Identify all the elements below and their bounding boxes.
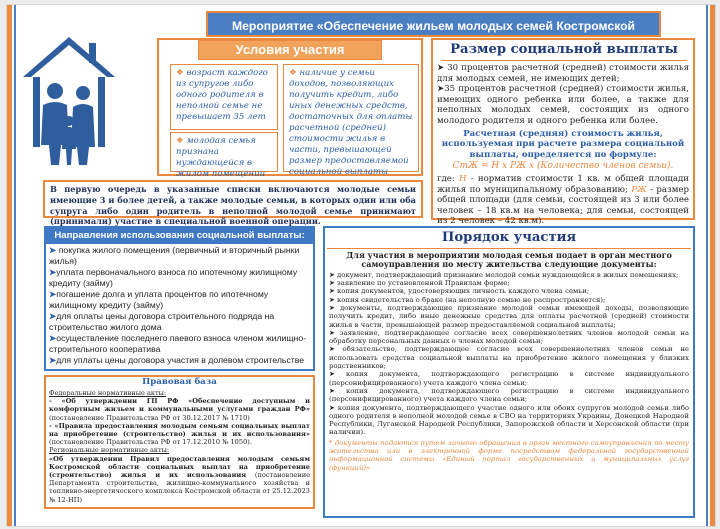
check-icon: ❖ <box>176 68 184 78</box>
list-item: ➤ документы, подтверждающие признание молодой семьи имеющей доходы, позволяющие получить кредит, либо иные денежные средства для оплаты расчетной (средней) стоимости жилья в части, превышающей размер предоставляемой социальной выплаты; <box>329 304 689 329</box>
family-house-icon <box>19 25 119 175</box>
right-stripe <box>710 5 715 526</box>
list-item: ➤ заявление по установленной Правилам форме; <box>329 279 510 288</box>
left-stripe-blue <box>14 5 16 526</box>
formula-legend: где: Н - норматив стоимости 1 кв. м общей площади жилья по муниципальному образованию; РЖ - размер общей площади (для семьи, состоящей из 3 или более человек – 18 кв.м на человека; для семьи, состоящей из 2 человек – 42 кв.м). <box>437 173 690 227</box>
procedure-note: * документы подаются путем личного обращения в орган местного самоуправления по месту жительства или в электронной форме посредством федеральной государственной информационной системы «Единый портал государственных и муниципальных услуг (функций)» <box>329 438 689 472</box>
regional-label: Региональные нормативные акты: <box>49 446 170 455</box>
payment-item: ➤35 процентов расчетной (средней) стоимости жилья, имеющих одного ребенка или более, а также для неполных молодых семей, состоящих из одного молодого родителя и одного ребенка или более. <box>437 84 689 126</box>
infographic-page <box>6 4 716 527</box>
directions-list <box>49 245 309 366</box>
federal-label: Федеральные нормативные акты: <box>49 389 167 397</box>
legal-body <box>49 389 310 504</box>
right-stripe-blue <box>706 5 708 526</box>
list-item: ➤погашение долга и уплата процентов по ипотечному жилищному кредиту (займу) <box>49 289 269 310</box>
documents-list <box>329 271 689 437</box>
page-title: Мероприятие «Обеспечение жильем молодых семей Костромской области» <box>206 11 661 37</box>
star-icon: * <box>329 438 333 447</box>
legal-item: - «Об утверждении ГП РФ «Обеспечение доступным и комфортным жильем и коммунальными услугами граждан РФ» (постановление Правительства РФ от 30.12.2017 № 1710) <box>49 397 310 422</box>
list-item: ➤ копия документа, подтверждающего участие одного или обоих супругов молодой семьи либо одного родителя в неполной молодой семье в СВО на территориях Украины, Донецкой Народной Республики, Луганской Народной Республики, Запорожской области и Херсонской области (при наличии). <box>329 403 689 437</box>
list-item: ➤ копия документа, подтверждающего регистрацию в системе индивидуального (персонифицированного) учета каждого члена семьи; <box>329 386 689 404</box>
check-icon: ❖ <box>176 136 184 146</box>
payment-body <box>437 63 689 227</box>
list-item: ➤для оплаты цены договора строительного подряда на строительство жилого дома <box>49 311 275 332</box>
formula-title: Расчетная (средняя) стоимость жилья, используемая при расчете размера социальной выплаты, определяется по формуле: <box>441 128 685 160</box>
procedure-intro: Для участия в мероприятии молодая семья подает в орган местного самоуправления по месту жительства следующие документы: <box>346 250 672 270</box>
list-item: ➤ заявление, подтверждающее согласие всех совершеннолетних членов молодой семьи на обработку персональных данных о членах молодой семьи; <box>329 328 689 346</box>
list-item: ➤осуществление последнего паевого взноса членом жилищно-строительного кооператива <box>49 333 307 354</box>
list-item: ➤для уплаты цены договора участия в долевом строительстве <box>49 355 305 365</box>
condition-income: ❖ наличие у семьи доходов, позволяющих получить кредит, либо иных денежных средств, достаточных для оплаты расчетной (средней) стоимости жилья в части, превышающей размер предоставляемой социальной выплаты <box>283 64 419 172</box>
condition-age: ❖ возраст каждого из супругов либо одного родителя в неполной семье не превышает 35 лет <box>170 64 278 130</box>
legal-header: Правовая база <box>142 377 217 387</box>
formula: СтЖ = Н х РЖ х (Количество членов семьи). <box>452 161 674 172</box>
directions-header: Направления использования социальной выплаты: <box>46 228 313 244</box>
legal-item: «Об утверждении Правил предоставления молодым семьям Костромской области социальных выплат на приобретение (строительство) жилья и их использования (постановление Департамента строительства, жилищно-коммунального хозяйства и топливно-энергетического комплекса Костромской области от 25.12.2023 № 12-НП) <box>49 454 310 504</box>
payment-header: Размер социальной выплаты <box>441 42 687 61</box>
list-item: ➤ документ, подтверждающий признание молодой семьи нуждающейся в жилых помещениях; <box>329 270 679 279</box>
procedure-body <box>329 251 689 472</box>
check-icon: ❖ <box>289 68 297 78</box>
list-item: ➤ копия свидетельства о браке (на неполную семью не распространяется); <box>329 295 606 304</box>
list-item: ➤ покупка жилого помещения (первичный и вторичный рынки жилья) <box>49 245 300 266</box>
condition-need: ❖ молодая семья признана нуждающейся в жилом помещении <box>170 132 278 172</box>
left-stripe <box>7 5 12 526</box>
legal-item: - «Правила предоставления молодым семьям социальных выплат на приобретение (строительство) жилья и их использования» (постановление Правительства РФ от 17.12.2010 № 1050). <box>49 421 310 447</box>
procedure-header: Порядок участия <box>327 230 691 249</box>
list-item: ➤уплата первоначального взноса по ипотечному жилищному кредиту (займу) <box>49 267 298 288</box>
payment-item: ➤ 30 процентов расчетной (средней) стоимости жилья для молодых семей, не имеющих детей; <box>437 63 689 84</box>
priority-note: В первую очередь в указанные списки включаются молодые семьи имеющие 3 и более детей, а также молодые семьи, в которых один или оба супруга либо один родитель в неполной молодой семье принимают (принимали) участие в специальной военной операции. <box>43 180 423 218</box>
conditions-header: Условия участия <box>198 40 382 60</box>
list-item: ➤ копия документов, удостоверяющих личность каждого члена семьи; <box>329 287 590 296</box>
list-item: ➤ копия документа, подтверждающего регистрацию в системе индивидуального (персонифицированного) учета каждого члена семьи; <box>329 370 689 387</box>
list-item: ➤ обязательство, подтверждающее согласие всех совершеннолетних членов семьи не использовать средства социальной выплаты на приобретение жилого помещения у близких родственников; <box>329 345 690 371</box>
